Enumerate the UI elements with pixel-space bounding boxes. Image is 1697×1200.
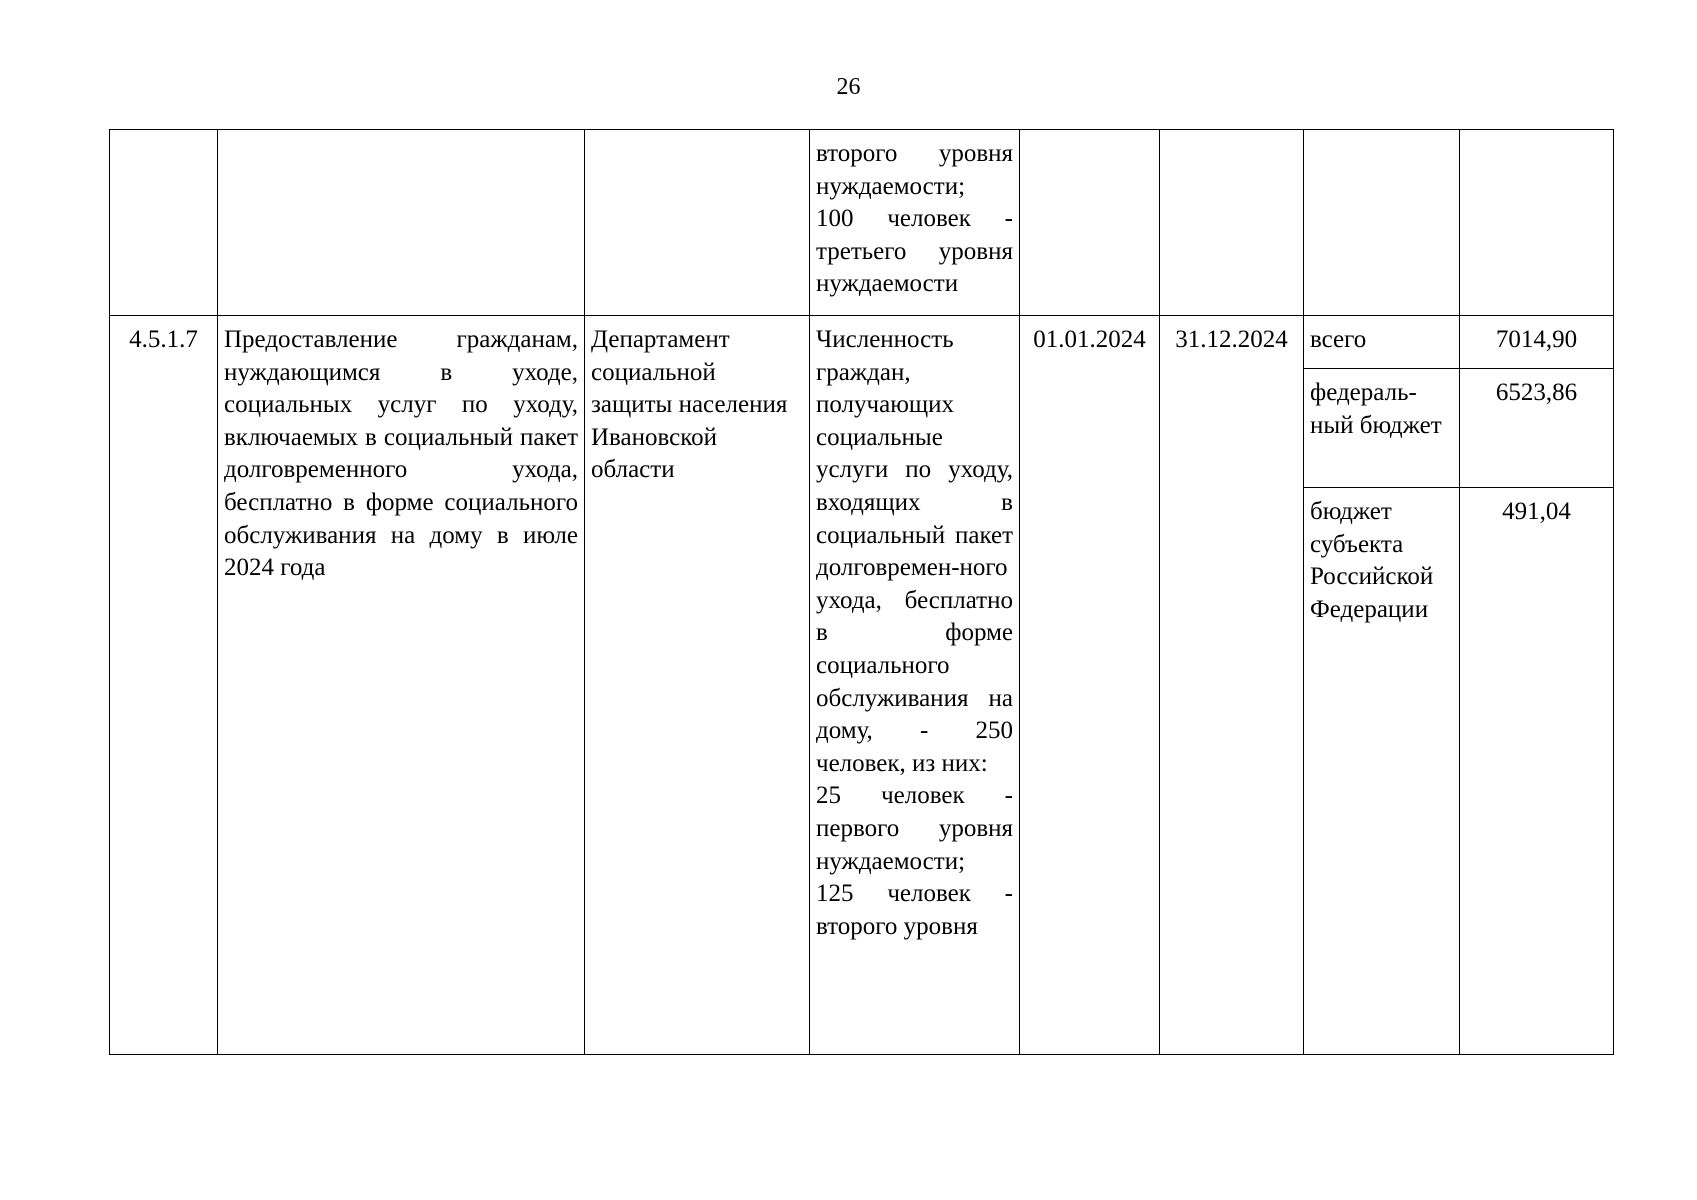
page-number: 26 (836, 74, 861, 100)
cell-indicator: Численность граждан, получающих социальные услуги по уходу, входящих в социальный пакет долговремен-ного ухода, бесплатно в форме социального обслуживания на дому, - 250 человек, из них: 25 человек - первого уровня нуждаемости; 125 человек - второго уровня (810, 316, 1020, 1055)
cell-start-date-empty (1020, 130, 1160, 316)
cell-funding-amount: 491,04 (1460, 488, 1614, 1055)
table-row (110, 316, 1614, 369)
cell-number-empty (110, 130, 218, 316)
table-row-continued (110, 130, 1614, 316)
cell-executor: Департамент социальной защиты населения Ивановской области (585, 316, 810, 1055)
cell-end-date: 31.12.2024 (1160, 316, 1304, 1055)
cell-funding-source: бюджет субъекта Российской Федерации (1304, 488, 1460, 1055)
cell-funding-source-empty (1304, 130, 1460, 316)
cell-measure-empty (218, 130, 585, 316)
cell-measure: Предоставление гражданам, нуждающимся в уходе, социальных услуг по уходу, включаемых в социальный пакет долговременного ухода, бесплатно в форме социального обслуживания на дому в июле 2024 года (218, 316, 585, 1055)
cell-funding-amount: 6523,86 (1460, 369, 1614, 488)
cell-funding-amount: 7014,90 (1460, 316, 1614, 369)
cell-start-date: 01.01.2024 (1020, 316, 1160, 1055)
program-table (109, 129, 1614, 1055)
cell-funding-source: всего (1304, 316, 1460, 369)
cell-indicator-continued: второго уровня нуждаемости; 100 человек - третьего уровня нуждаемости (810, 130, 1020, 316)
cell-end-date-empty (1160, 130, 1304, 316)
cell-funding-amount-empty (1460, 130, 1614, 316)
cell-funding-source: федераль-ный бюджет (1304, 369, 1460, 488)
cell-executor-empty (585, 130, 810, 316)
cell-row-number: 4.5.1.7 (110, 316, 218, 1055)
